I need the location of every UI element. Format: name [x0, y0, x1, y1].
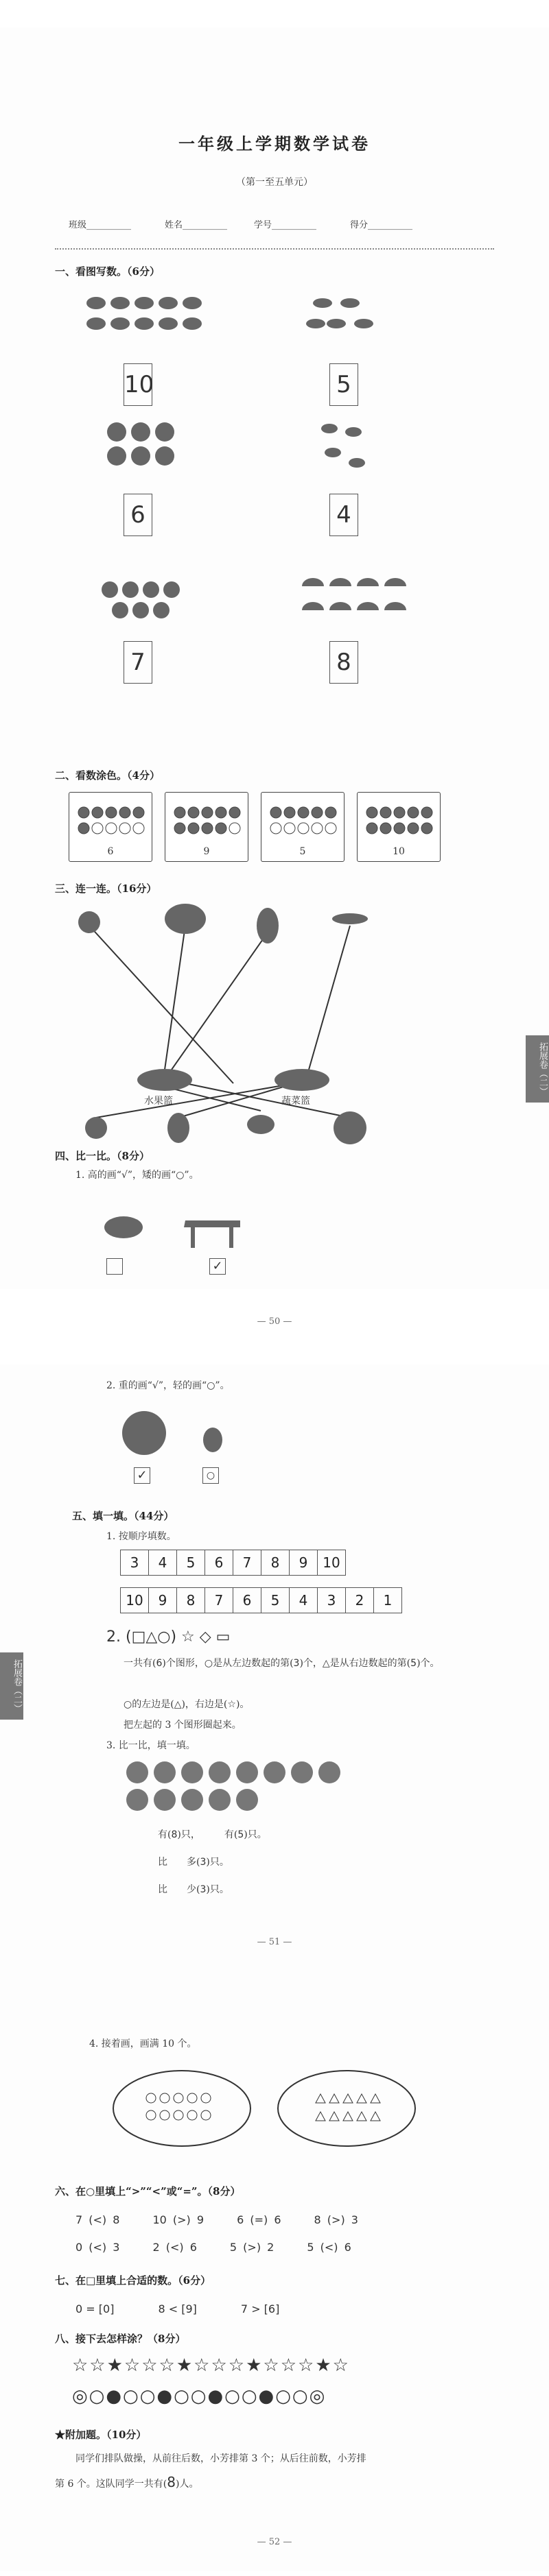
field-name: 姓名__________	[165, 220, 228, 230]
answer-square-horse: ✓	[209, 1258, 226, 1275]
animals-height	[96, 1186, 274, 1255]
section-4-q1: 1. 高的画“√”，矮的画“○”。	[75, 1170, 199, 1181]
section-5-q2-line2: ○的左边是(△)，右边是(☆)。	[124, 1699, 250, 1710]
page-2	[0, 1364, 549, 2036]
section-5-q1: 1. 按顺序填数。	[106, 1531, 176, 1542]
compare-row-1: 7 (<) 8 10 (>) 9 6 (=) 6 8 (>) 3	[75, 2213, 358, 2226]
answer-box-5: 7	[124, 641, 152, 684]
apple-icon	[78, 911, 100, 933]
section-1-title: 一、看图写数。（6分）	[55, 265, 160, 278]
pear-icon	[167, 1113, 189, 1143]
compare-row-2: 0 (<) 3 2 (<) 6 5 (>) 2 5 (<) 6	[75, 2241, 351, 2254]
watermelon-icon	[334, 1111, 366, 1144]
sequence-row-1: 3 4 5 6 7 8 9 10	[120, 1550, 346, 1576]
basket-icon	[137, 1069, 192, 1091]
field-score: 得分__________	[350, 220, 413, 230]
shapes-row: 2. (□△○) ☆ ◇ ▭	[106, 1628, 231, 1646]
section-8-title: 八、接下去怎样涂？（8分）	[55, 2333, 186, 2345]
watermelon-icon	[122, 1411, 166, 1455]
answer-box-3: 6	[124, 494, 152, 536]
answer-heavy: ✓	[134, 1467, 150, 1484]
animal-faces-row	[124, 1759, 432, 1814]
crab-icon	[86, 297, 202, 330]
page-3	[0, 2030, 549, 2571]
answer-square-rabbit	[106, 1258, 123, 1275]
page-number-50: — 50 —	[257, 1316, 292, 1327]
section-4-q2: 2. 重的画“√”，轻的画“○”。	[106, 1380, 230, 1391]
matching-diagram	[62, 898, 419, 1145]
pineapple-icon	[257, 908, 279, 943]
section-5-q4: 4. 接着画，画满 10 个。	[89, 2038, 197, 2049]
draw-ellipses	[103, 2060, 446, 2163]
ball-icon	[102, 581, 180, 618]
exam-title: 一年级上学期数学试卷	[178, 134, 371, 154]
section-5-q2-line1: 一共有(6)个图形，○是从左边数起的第(3)个，△是从右边数起的第(5)个。	[124, 1658, 440, 1669]
candy-icon	[321, 424, 365, 468]
color-card-4: 10	[357, 792, 441, 862]
color-card-2: 9	[165, 792, 248, 862]
divider	[55, 248, 494, 250]
cabbage-icon	[165, 904, 206, 934]
weight-items	[117, 1402, 254, 1464]
page-number-51: — 51 —	[257, 1937, 292, 1947]
section-6-title: 六、在○里填上“>”“<”或“=”。（8分）	[55, 2185, 241, 2198]
sequence-row-2: 10 9 8 7 6 5 4 3 2 1	[120, 1587, 402, 1613]
bonus-line-1: 同学们排队做操，从前往后数，小芳排第 3 个；从后往前数，小芳排	[75, 2453, 366, 2464]
rabbit-icon	[104, 1216, 143, 1238]
star-pattern: ☆☆★☆☆☆★☆☆☆★☆☆☆★☆	[72, 2355, 350, 2376]
pear-icon	[203, 1428, 222, 1452]
eggplant-icon	[247, 1115, 274, 1134]
section-4-title: 四、比一比。（8分）	[55, 1150, 150, 1162]
field-id: 学号__________	[254, 220, 317, 230]
section-5-q3: 3. 比一比，填一填。	[106, 1740, 196, 1751]
page-1-bottom	[0, 1145, 549, 1289]
section-5-q3-line2: 比 多(3)只。	[158, 1857, 229, 1868]
answer-box-2: 5	[329, 363, 358, 406]
section-5-title: 五、填一填。（44分）	[72, 1510, 174, 1522]
section-5-q3-line1: 有(8)只， 有(5)只。	[158, 1829, 267, 1840]
fish-icon	[306, 298, 373, 328]
basket-icon	[274, 1069, 329, 1091]
page-number-52: — 52 —	[257, 2537, 292, 2547]
exam-subtitle: （第一至五单元）	[236, 177, 313, 188]
answer-box-6: 8	[329, 641, 358, 684]
circle-pattern: ◎○●○○●○○●○○●○○◎	[72, 2386, 327, 2407]
color-circles	[69, 802, 439, 843]
section-7-title: 七、在□里填上合适的数。（6分）	[55, 2274, 211, 2287]
fill-row: 0 = [0] 8 < [9] 7 > [6]	[75, 2302, 280, 2315]
section-2-title: 二、看数涂色。（4分）	[55, 769, 160, 782]
umbrella-icon	[302, 578, 406, 610]
page-1	[0, 27, 549, 1145]
side-tab-left: 拓展卷（二）	[0, 1652, 23, 1720]
answer-box-4: 4	[329, 494, 358, 536]
answer-light: ○	[202, 1467, 219, 1484]
section-3-title: 三、连一连。（16分）	[55, 882, 157, 895]
basket-label-fruit: 水果篮	[144, 1096, 173, 1107]
color-card-1: 6	[69, 792, 152, 862]
section-5-q3-line3: 比 少(3)只。	[158, 1884, 229, 1895]
field-class: 班级__________	[69, 220, 132, 230]
cucumber-icon	[332, 913, 368, 924]
section-5-q2-line3: 把左起的 3 个图形圈起来。	[124, 1720, 242, 1731]
bonus-line-2: 第 6 个。这队同学一共有(8)人。	[55, 2474, 199, 2490]
basket-label-veg: 蔬菜篮	[281, 1096, 310, 1107]
horse-icon	[184, 1220, 240, 1248]
tomato-icon	[107, 422, 174, 466]
bonus-title: ★附加题。（10分）	[55, 2429, 147, 2441]
color-card-3: 5	[261, 792, 344, 862]
answer-box-1: 10	[124, 363, 152, 406]
side-tab-right: 拓展卷（二）	[526, 1035, 549, 1103]
radish-icon	[85, 1117, 107, 1139]
